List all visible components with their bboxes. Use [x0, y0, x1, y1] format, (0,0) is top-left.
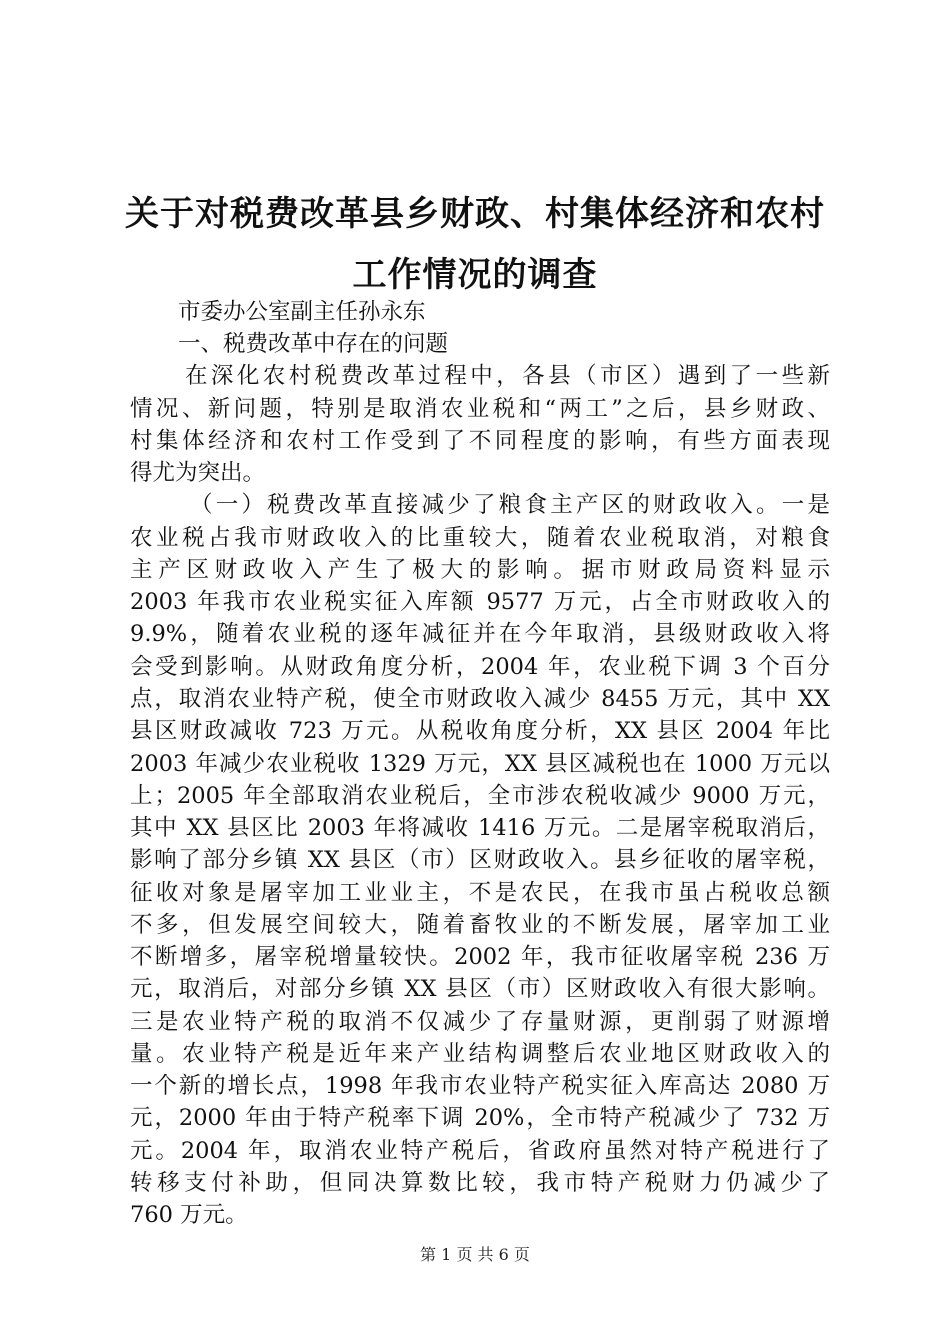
document-title-line1: 关于对税费改革县乡财政、村集体经济和农村: [125, 194, 825, 234]
paragraph-line: 会受到影响。从财政角度分析，2004 年，农业税下调 3 个百分: [130, 654, 830, 680]
paragraph-line: 上；2005 年全部取消农业税后，全市涉农税收减少 9000 万元，: [130, 783, 830, 809]
paragraph-line: 情况、新问题，特别是取消农业税和“两工”之后，县乡财政、: [130, 396, 830, 422]
paragraph-line: 在深化农村税费改革过程中，各县（市区）遇到了一些新: [185, 363, 830, 389]
paragraph-line: 三是农业特产税的取消不仅减少了存量财源，更削弱了财源增: [130, 1009, 830, 1035]
paragraph-line: 元。2004 年，取消农业特产税后，省政府虽然对特产税进行了: [130, 1138, 830, 1164]
document-title-line2: 工作情况的调查: [352, 255, 598, 295]
paragraph-line: 征收对象是屠宰加工业业主，不是农民，在我市虽占税收总额: [130, 880, 830, 906]
paragraph-line: 村集体经济和农村工作受到了不同程度的影响，有些方面表现: [130, 428, 830, 454]
paragraph-line: 不多，但发展空间较大，随着畜牧业的不断发展，屠宰加工业: [130, 912, 830, 938]
paragraph-line: 影响了部分乡镇 XX 县区（市）区财政收入。县乡征收的屠宰税，: [130, 847, 830, 873]
paragraph-line: 得尤为突出。: [130, 460, 266, 486]
paragraph-line: （一）税费改革直接减少了粮食主产区的财政收入。一是: [190, 492, 830, 518]
paragraph-line: 元，取消后，对部分乡镇 XX 县区（市）区财政收入有很大影响。: [130, 976, 830, 1002]
section-heading: 一、税费改革中存在的问题: [178, 331, 449, 357]
page-number-footer: 第 1 页 共 6 页: [420, 1245, 530, 1264]
author-line: 市委办公室副主任孙永东: [178, 299, 426, 325]
paragraph-line: 农业税占我市财政收入的比重较大，随着农业税取消，对粮食: [130, 525, 830, 551]
paragraph-line: 元，2000 年由于特产税率下调 20%，全市特产税减少了 732 万: [130, 1105, 830, 1131]
paragraph-line: 主产区财政收入产生了极大的影响。据市财政局资料显示: [130, 557, 830, 583]
paragraph-line: 不断增多，屠宰税增量较快。2002 年，我市征收屠宰税 236 万: [130, 944, 830, 970]
paragraph-line: 转移支付补助，但同决算数比较，我市特产税财力仍减少了: [130, 1170, 830, 1196]
paragraph-line: 9.9%，随着农业税的逐年减征并在今年取消，县级财政收入将: [130, 621, 830, 647]
paragraph-line: 点，取消农业特产税，使全市财政收入减少 8455 万元，其中 XX: [130, 686, 830, 712]
paragraph-line: 2003 年我市农业税实征入库额 9577 万元，占全市财政收入的: [130, 589, 830, 615]
paragraph-line: 2003 年减少农业税收 1329 万元，XX 县区减税也在 1000 万元以: [130, 751, 830, 777]
paragraph-line: 其中 XX 县区比 2003 年将减收 1416 万元。二是屠宰税取消后，: [130, 815, 830, 841]
paragraph-line: 县区财政减收 723 万元。从税收角度分析，XX 县区 2004 年比: [130, 718, 830, 744]
paragraph-line: 一个新的增长点，1998 年我市农业特产税实征入库高达 2080 万: [130, 1073, 830, 1099]
paragraph-line: 760 万元。: [130, 1202, 248, 1228]
paragraph-line: 量。农业特产税是近年来产业结构调整后农业地区财政收入的: [130, 1041, 830, 1067]
